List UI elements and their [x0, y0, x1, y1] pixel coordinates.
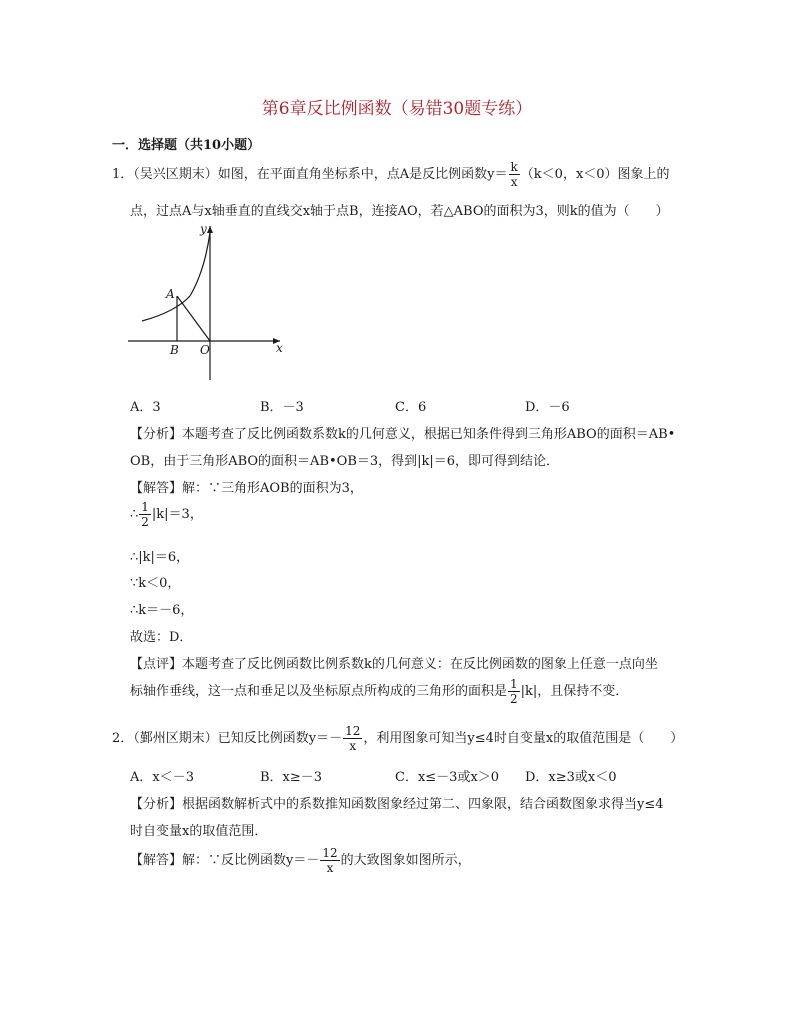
q1-analysis-2: OB，由于三角形ABO的面积＝AB•OB＝3，得到|k|＝6，即可得到结论． [130, 454, 560, 469]
q1-answer-6: 故选：D． [130, 630, 193, 645]
hyperbola-curve [142, 232, 210, 321]
q1-answer-1: 【解答】解：∵三角形AOB的面积为3， [130, 481, 363, 496]
q2-option-a: A．x＜－3 [130, 770, 194, 785]
q2-option-c: C．x≤－3或x＞0 [395, 770, 500, 785]
q1-line1-pre: 1．（吴兴区期末）如图，在平面直角坐标系中，点A是反比例函数y＝ [112, 167, 508, 182]
q1-option-d: D．－6 [525, 400, 570, 415]
q1-comment-2 [130, 677, 628, 706]
q2-option-b: B．x≥－3 [260, 770, 323, 785]
q1-graph [120, 220, 300, 385]
label-y: y [200, 222, 207, 236]
q2-option-d: D．x≥3或x＜0 [525, 770, 617, 785]
q2-answer-fraction [320, 846, 339, 875]
q2-line1 [112, 724, 683, 753]
page-title: 第6章反比例函数（易错30题专练） [261, 99, 533, 119]
q1-comment-1: 【点评】本题考查了反比例函数比例系数k的几何意义：在反比例函数的图象上任意一点向坐 [130, 657, 658, 672]
q2-answer-frac-den: x [326, 861, 334, 875]
q1-comment-frac-den: 2 [510, 692, 518, 706]
q2-answer-post: 的大致图象如图所示， [340, 853, 471, 868]
segment-ao [177, 296, 210, 341]
q1-line1-post: （k＜0，x＜0）图象上的 [520, 167, 670, 182]
q2-line1-post: ，利用图象可知当y≤4时自变量x的取值范围是（ ） [363, 731, 684, 746]
q1-answer-2-pre: ∴ [130, 507, 139, 522]
q1-comment-fraction [508, 677, 520, 706]
q2-answer-frac-num: 12 [322, 846, 338, 860]
q1-half-den: 2 [141, 515, 149, 529]
q1-frac-num: k [510, 160, 518, 174]
label-a: A [166, 287, 175, 301]
q1-answer-3: ∴|k|＝6， [130, 550, 190, 565]
q1-half-num: 1 [141, 500, 149, 514]
label-o: O [200, 343, 210, 357]
q1-analysis-1: 【分析】本题考查了反比例函数系数k的几何意义，根据已知条件得到三角形ABO的面积＝AB• [130, 427, 676, 442]
q1-half-fraction [139, 500, 151, 529]
q1-answer-4: ∵k＜0， [130, 576, 181, 591]
label-x: x [276, 341, 283, 355]
q2-analysis-1: 【分析】根据函数解析式中的系数推知函数图象经过第二、四象限，结合函数图象求得当y≤4 [130, 797, 664, 812]
q1-comment-2-post: |k|，且保持不变． [520, 684, 629, 699]
q2-frac-num: 12 [345, 724, 361, 738]
q1-answer-2-post: |k|＝3， [151, 507, 203, 522]
q1-option-a: A．3 [130, 400, 161, 415]
q1-comment-frac-num: 1 [510, 677, 518, 691]
y-axis-arrow-icon [207, 226, 213, 233]
label-b: B [170, 343, 179, 357]
q1-line1 [112, 160, 670, 189]
q1-line2: 点，过点A与x轴垂直的直线交x轴于点B，连接AO，若△ABO的面积为3，则k的值为（ ） [130, 204, 669, 219]
q2-answer [130, 846, 471, 875]
q2-fraction [343, 724, 362, 753]
q2-frac-den: x [349, 739, 357, 753]
q2-line1-pre: 2．（鄞州区期末）已知反比例函数y＝－ [112, 731, 343, 746]
q1-option-c: C．6 [395, 400, 427, 415]
q1-frac-den: x [510, 175, 518, 189]
q1-option-b: B．－3 [260, 400, 304, 415]
q1-answer-2 [130, 500, 203, 529]
q1-fraction [509, 160, 520, 189]
q1-answer-5: ∴k＝－6， [130, 603, 194, 618]
section-heading: 一．选择题（共10小题） [112, 138, 261, 153]
q2-answer-pre: 【解答】解：∵反比例函数y＝－ [130, 853, 320, 868]
q1-comment-2-pre: 标轴作垂线，这一点和垂足以及坐标原点所构成的三角形的面积是 [130, 684, 508, 699]
q2-analysis-2: 时自变量x的取值范围． [130, 824, 268, 839]
